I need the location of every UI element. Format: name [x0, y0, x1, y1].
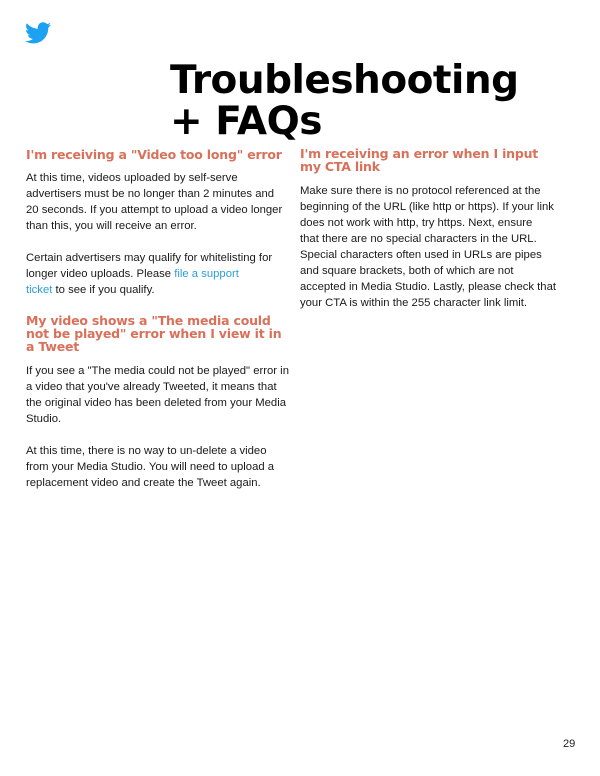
text-line: does not work with http, try https. Next, ensure [300, 217, 533, 229]
faq-media-not-played [26, 314, 294, 491]
text-line: and square brackets, both of which are not [300, 265, 514, 277]
faq-paragraph [26, 443, 294, 491]
text-line: If you see a "The media could not be played" error in [26, 365, 289, 377]
text-line [26, 266, 294, 282]
title-line: Troubleshooting [170, 58, 519, 104]
support-ticket-link[interactable]: ticket [26, 284, 53, 296]
faq-video-too-long [26, 148, 294, 298]
faq-heading [26, 314, 294, 353]
text-line: Studio. [26, 413, 62, 425]
text-line: beginning of the URL (like http or https). If your link [300, 201, 554, 213]
support-ticket-link[interactable]: file a support [174, 268, 239, 280]
faq-paragraph [26, 170, 294, 234]
heading-line: a Tweet [26, 339, 80, 354]
heading-line: I'm receiving an error when I input [300, 146, 539, 161]
text-line [26, 282, 294, 298]
heading-line: I'm receiving a "Video too long" error [26, 147, 282, 162]
text-fragment: to see if you qualify. [52, 284, 155, 296]
text-line: the original video has been deleted from your Media [26, 397, 286, 409]
text-line: Special characters often used in URLs are pipes [300, 249, 542, 261]
twitter-bird-logo-icon [25, 22, 51, 44]
faq-heading [300, 147, 568, 173]
heading-line: My video shows a "The media could [26, 313, 271, 328]
text-line: Make sure there is no protocol referenced at the [300, 185, 541, 197]
text-line: from your Media Studio. You will need to upload a [26, 461, 275, 473]
text-line: that there are no special characters in the URL. [300, 233, 537, 245]
faq-paragraph [300, 183, 568, 311]
text-line: At this time, there is no way to un-delete a video [26, 445, 267, 457]
text-fragment: longer video uploads. Please [26, 268, 175, 280]
faq-heading [26, 148, 294, 161]
text-line: Certain advertisers may qualify for whitelisting for [26, 252, 273, 264]
text-line: advertisers must be no longer than 2 minutes and [26, 188, 275, 200]
faq-cta-link-error [300, 147, 568, 311]
faq-paragraph [26, 250, 294, 298]
page-number: 29 [563, 738, 576, 750]
text-line: 20 seconds. If you attempt to upload a video longer [26, 204, 283, 216]
text-line: accepted in Media Studio. Lastly, please check that [300, 281, 557, 293]
faq-paragraph [26, 363, 294, 427]
text-line: than this, you will receive an error. [26, 220, 197, 232]
text-line: your CTA is within the 255 character link limit. [300, 297, 528, 309]
text-line: a video that you've already Tweeted, it means that [26, 381, 277, 393]
page-title [170, 58, 519, 145]
text-line: At this time, videos uploaded by self-serve [26, 172, 238, 184]
text-line: replacement video and create the Tweet again. [26, 477, 261, 489]
heading-line: not be played" error when I view it in [26, 326, 282, 341]
title-line: + FAQs [170, 99, 322, 145]
heading-line: my CTA link [300, 159, 380, 174]
